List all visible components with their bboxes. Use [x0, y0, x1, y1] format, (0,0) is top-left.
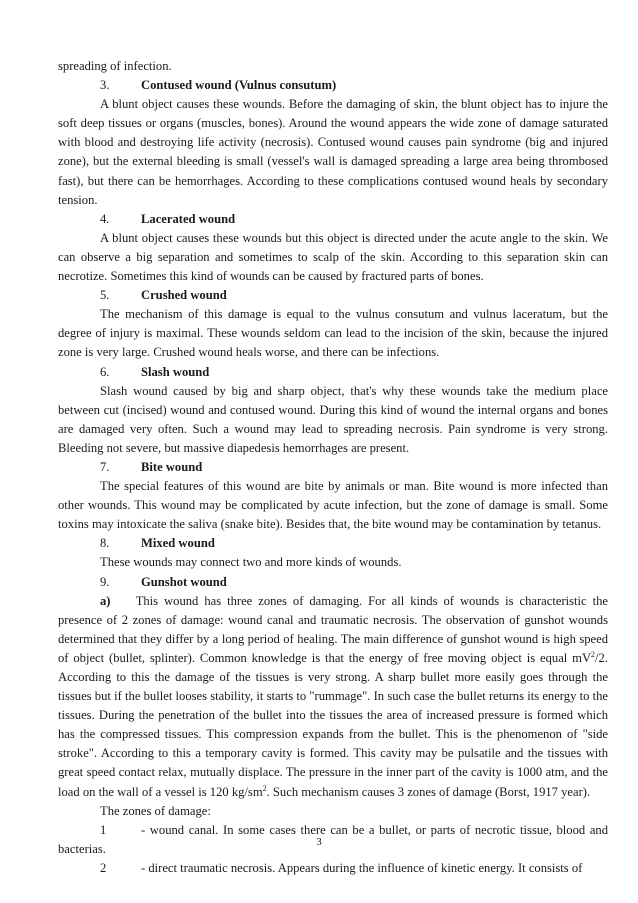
section-heading-crushed [58, 286, 608, 305]
superscript: 2 [591, 649, 596, 659]
section-heading-slash [58, 363, 608, 382]
section-number: 6. [100, 364, 110, 379]
section-text-bite: The special features of this wound are bite by animals or man. Bite wound is more infected than other wounds. This wound may be complicated by acute infection, but the zone of damage is small. Some toxins may intoxicate the saliva (snake bite). Besides that, the bite wound may be contamination by tetanus. [58, 479, 608, 532]
section-number: 4. [100, 211, 110, 226]
section-title: Lacerated wound [141, 211, 236, 226]
section-title: Slash wound [141, 364, 210, 379]
section-title: Mixed wound [141, 536, 215, 551]
zone-text: - direct traumatic necrosis. Appears during the influence of kinetic energy. It consists of [141, 860, 583, 875]
section-text-mixed: These wounds may connect two and more kinds of wounds. [100, 555, 402, 570]
zone-text: - wound canal. In some cases there can be a bullet, or parts of necrotic tissue, blood and bacterias. [58, 822, 608, 856]
section-heading-mixed [58, 534, 608, 553]
gunshot-text-part3: . Such mechanism causes 3 zones of damage (Borst, 1917 year). [266, 784, 591, 799]
zone-number: 2 [100, 860, 107, 875]
zone-number: 1 [100, 822, 107, 837]
page-number: 3 [316, 836, 322, 848]
superscript: 2 [262, 783, 267, 793]
section-title: Contused wound (Vulnus consutum) [141, 78, 337, 93]
section-text-lacerated: A blunt object causes these wounds but this object is directed under the acute angle to the skin. We can observe a big separation and sometimes to scalp of the skin. According to this separation skin can necrotize. Sometimes this kind of wounds can be caused by fractured parts of bones. [58, 230, 608, 284]
section-heading-bite [58, 458, 608, 477]
document-page [58, 57, 608, 878]
subsection-label: a) [100, 593, 111, 608]
section-heading-contused [58, 76, 608, 95]
gunshot-text-part2: /2. According to this the damage of the tissues is very strong. A sharp bullet more easily goes through the tissues but if the bullet looses stability, it starts to "rummage". In such case the bullet returns its energy to the tissues. During the penetration of the bullet into the tissues the area of increased pressure is formed which has the compressed tissues. This compression expands from the bullet. This is the phenomenon of "side stroke". According to this a temporary cavity is formed. This cavity may be pulsatile and the tissues with great speed contact relax, mutually displace. The pressure in the inner part of the cavity is 1000 atm, and the load on the wall of a vessel is 120 kg/sm [58, 650, 608, 799]
section-text-crushed: The mechanism of this damage is equal to the vulnus consutum and vulnus laceratum, but the degree of injury is maximal. These wounds seldom can lead to the incision of the skin, because the injured zone is very large. Crushed wound heals worse, and there can be infections. [58, 307, 608, 360]
section-heading-gunshot [58, 573, 608, 592]
section-text-gunshot [58, 592, 608, 802]
intro-text: spreading of infection. [58, 59, 172, 73]
gunshot-text-part1: This wound has three zones of damaging. For all kinds of wounds is characteristic the presence of 2 zones of damage: wound canal and traumatic necrosis. The observation of gunshot wounds determined that they differ by a long period of healing. The main difference of gunshot wound is high speed of object (bullet, splinter). Common knowledge is that the energy of free moving object is equal mV [58, 593, 608, 665]
zone-item [58, 859, 608, 878]
section-heading-lacerated [58, 210, 608, 229]
section-number: 7. [100, 459, 110, 474]
section-title: Crushed wound [141, 288, 227, 303]
section-number: 3. [100, 78, 110, 93]
section-text-contused: A blunt object causes these wounds. Before the damaging of skin, the blunt object has to injure the soft deep tissues or organs (muscles, bones). Around the wound appears the wide zone of damage saturated with blood and destroying life activity (necrosis). Contused wound causes pain syndrome (big and injured zone), but the external bleeding is small (vessel's wall is damaged spreading a large area being thrombosed fast), but there can be hemorrhages. According to these complications contused wound heals by secondary tension. [58, 97, 608, 207]
zones-heading: The zones of damage: [100, 803, 211, 818]
section-title: Bite wound [141, 459, 203, 474]
section-text-slash: Slash wound caused by big and sharp object, that's why these wounds take the medium place between cut (incised) wound and contused wound. During this kind of wound the internal organs and bones are damaged very often. Such a wound may lead to spreading necrosis. Pain syndrome is very strong. Bleeding not severe, but massive diapedesis hemorrhages are present. [58, 383, 608, 455]
section-number: 5. [100, 288, 110, 303]
section-title: Gunshot wound [141, 574, 227, 589]
section-number: 8. [100, 536, 110, 551]
section-number: 9. [100, 574, 110, 589]
